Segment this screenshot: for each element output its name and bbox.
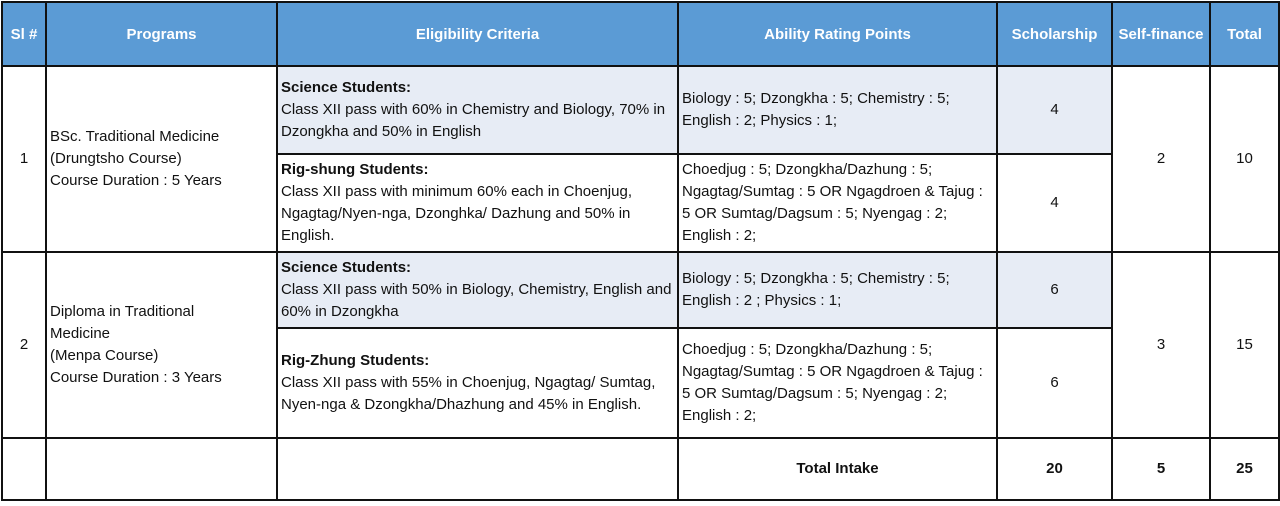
empty-cell [46,438,277,500]
header-eligibility: Eligibility Criteria [277,2,678,66]
scholarship-cell: 4 [997,66,1112,154]
total-intake: 25 [1210,438,1279,500]
eligibility-cell [277,252,678,328]
total-cell: 10 [1210,66,1279,252]
criteria-text: Class XII pass with minimum 60% each in Choenjug, Ngagtag/Nyen-nga, Dzonghka/ Dazhung and 50% in English. [281,183,632,244]
empty-cell [2,438,46,500]
self-finance-cell: 3 [1112,252,1210,438]
program-cell [46,252,277,438]
empty-cell [277,438,678,500]
header-total: Total [1210,2,1279,66]
self-finance-cell: 2 [1112,66,1210,252]
table-row [2,66,1279,154]
program-cell [46,66,277,252]
total-scholarship: 20 [997,438,1112,500]
ability-cell: Biology : 5; Dzongkha : 5; Chemistry : 5; English : 2 ; Physics : 1; [678,252,997,328]
track-title: Rig-Zhung Students: [281,352,430,369]
track-title: Rig-shung Students: [281,161,429,178]
header-sl: Sl # [2,2,46,66]
eligibility-cell [277,328,678,438]
program-duration: Course Duration : 5 Years [50,172,222,189]
track-title: Science Students: [281,259,412,276]
table-row [2,252,1279,328]
eligibility-cell [277,154,678,252]
program-name-line: (Menpa Course) [50,347,159,364]
header-row [2,2,1279,66]
track-title: Science Students: [281,79,412,96]
program-name-line: Medicine [50,325,111,342]
header-ability: Ability Rating Points [678,2,997,66]
header-programs: Programs [46,2,277,66]
intake-table [1,1,1280,501]
scholarship-cell: 6 [997,252,1112,328]
sl-cell: 1 [2,66,46,252]
eligibility-cell [277,66,678,154]
total-cell: 15 [1210,252,1279,438]
sl-cell: 2 [2,252,46,438]
program-name-line: BSc. Traditional Medicine [50,128,220,145]
ability-cell: Choedjug : 5; Dzongkha/Dazhung : 5; Ngagtag/Sumtag : 5 OR Ngagdroen & Tajug : 5 OR Sumtag/Dagsum : 5; Nyengag : 2; English : 2; [678,154,997,252]
program-duration: Course Duration : 3 Years [50,369,222,386]
ability-cell: Biology : 5; Dzongkha : 5; Chemistry : 5; English : 2; Physics : 1; [678,66,997,154]
criteria-text: Class XII pass with 60% in Chemistry and Biology, 70% in Dzongkha and 50% in English [281,101,666,140]
total-self-finance: 5 [1112,438,1210,500]
scholarship-cell: 6 [997,328,1112,438]
header-scholarship: Scholarship [997,2,1112,66]
criteria-text: Class XII pass with 55% in Choenjug, Ngagtag/ Sumtag, Nyen-nga & Dzongkha/Dhazhung and 45% in English. [281,374,656,413]
total-intake-label: Total Intake [678,438,997,500]
header-self-finance: Self-finance [1112,2,1210,66]
ability-cell: Choedjug : 5; Dzongkha/Dazhung : 5; Ngagtag/Sumtag : 5 OR Ngagdroen & Tajug : 5 OR Sumtag/Dagsum : 5; Nyengag : 2; English : 2; [678,328,997,438]
criteria-text: Class XII pass with 50% in Biology, Chemistry, English and 60% in Dzongkha [281,281,672,320]
program-name-line: (Drungtsho Course) [50,150,182,167]
program-name-line: Diploma in Traditional [50,303,195,320]
total-row [2,438,1279,500]
scholarship-cell: 4 [997,154,1112,252]
